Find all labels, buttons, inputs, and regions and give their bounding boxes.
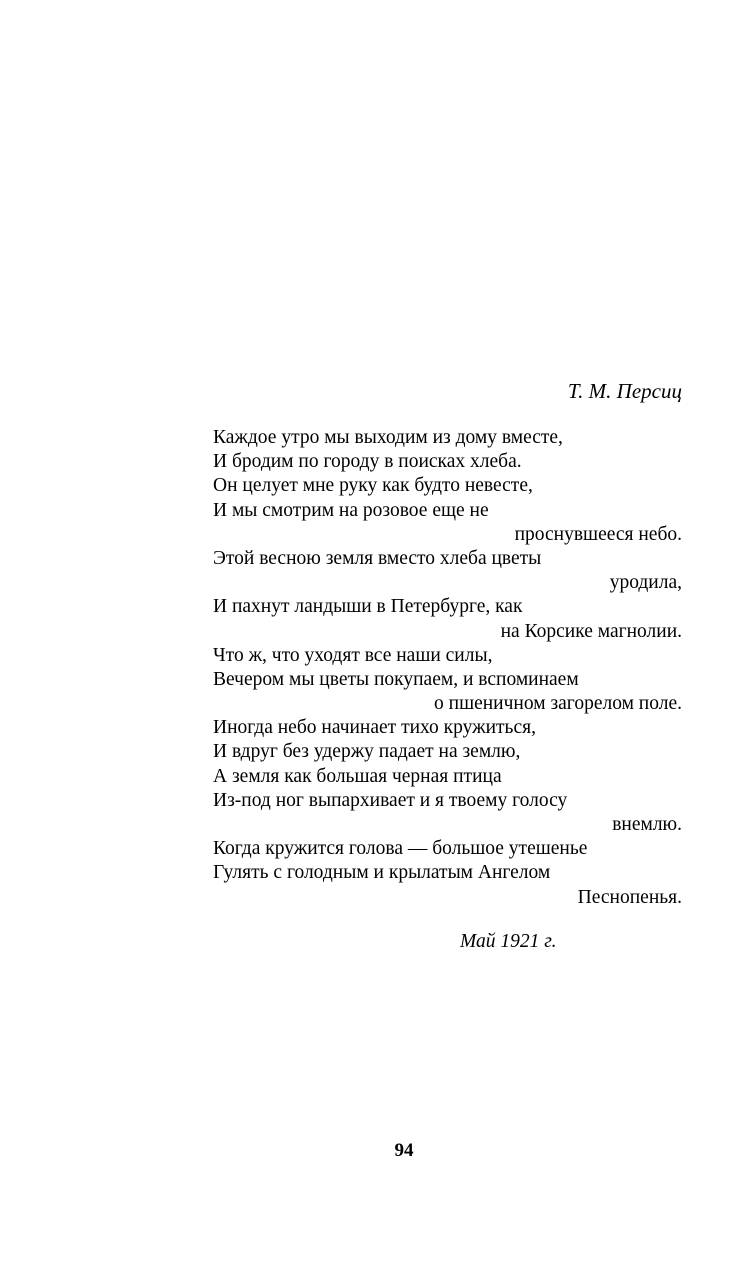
poem-line: Когда кружится голова — большое утешенье [213,838,588,860]
poem-line: уродила, [609,572,682,594]
poem-line: Что ж, что уходят все наши силы, [213,644,493,666]
poem-line: Вечером мы цветы покупаем, и вспоминаем [213,668,579,690]
poem-line: И вдруг без удержу падает на землю, [213,741,521,763]
poem-body [213,426,682,910]
poem-line: И мы смотрим на розовое еще не [213,499,489,521]
poem-line: Из-под ног выпархивает и я твоему голосу [213,789,568,811]
poem-line: И пахнут ландыши в Петербурге, как [213,596,523,618]
poem-line: на Корсике магнолии. [500,620,682,642]
poem-line: Иногда небо начинает тихо кружиться, [213,717,536,739]
poem-line: Он целует мне руку как будто невесте, [213,475,533,497]
poem-line: Песнопенья. [577,886,682,908]
poem-line: проснувшееся небо. [514,523,682,545]
dedication: Т. М. Персиц [567,379,682,403]
poem-line: И бродим по городу в поисках хлеба. [213,451,522,473]
page-number: 94 [394,1140,414,1161]
poem-line: внемлю. [612,814,682,835]
poem-line: о пшеничном загорелом поле. [434,693,682,715]
poem-line: Каждое утро мы выходим из дому вместе, [213,427,563,448]
poem-date: Май 1921 г. [460,931,557,952]
poem-line: Этой весною земля вместо хлеба цветы [213,547,542,569]
poem-line: Гулять с голодным и крылатым Ангелом [213,862,551,884]
poem-line: А земля как большая черная птица [213,765,502,787]
